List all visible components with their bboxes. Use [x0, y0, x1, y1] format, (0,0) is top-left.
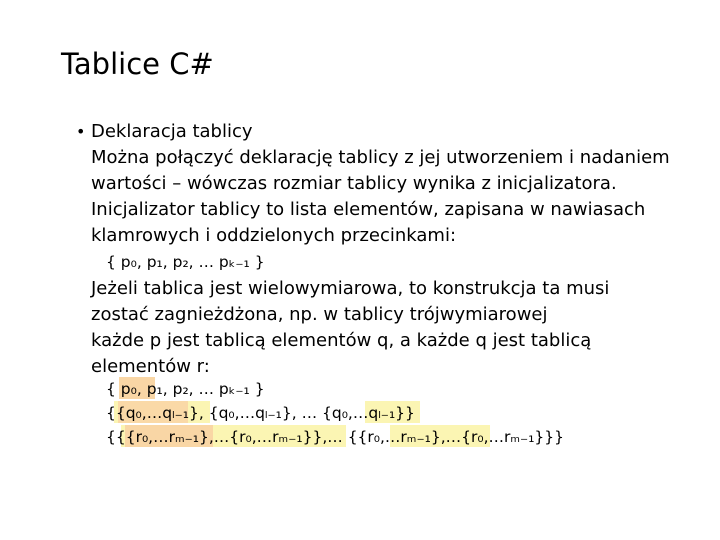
paragraph1-line2: wartości – wówczas rozmiar tablicy wynika z inicjalizatora.	[91, 173, 617, 194]
slide-title: Tablice C#	[61, 47, 214, 81]
bullet-icon: •	[76, 122, 86, 141]
code-example-2-line2: {{q₀,…qₗ₋₁}, {q₀,…qₗ₋₁}, … {q₀,…qₗ₋₁}}	[106, 404, 415, 422]
section-heading: Deklaracja tablicy	[91, 121, 253, 142]
paragraph1-line4: klamrowych i oddzielonych przecinkami:	[91, 225, 457, 246]
paragraph2-line3: każde p jest tablicą elementów q, a każde q jest tablicą	[91, 330, 592, 351]
code-example-2-line1: { p₀, p₁, p₂, … pₖ₋₁ }	[106, 380, 265, 398]
paragraph2-line4: elementów r:	[91, 356, 210, 377]
paragraph1-line1: Można połączyć deklarację tablicy z jej utworzeniem i nadaniem	[91, 147, 670, 168]
paragraph2-line2: zostać zagnieżdżona, np. w tablicy trójwymiarowej	[91, 304, 548, 325]
code-example-1: { p₀, p₁, p₂, … pₖ₋₁ }	[106, 253, 265, 271]
paragraph2-line1: Jeżeli tablica jest wielowymiarowa, to konstrukcja ta musi	[91, 278, 610, 299]
code-example-2-line3: {{{r₀,…rₘ₋₁},…{r₀,…rₘ₋₁}},… {{r₀,…rₘ₋₁},…{r₀,…rₘ₋₁}}}	[106, 428, 565, 446]
paragraph1-line3: Inicjalizator tablicy to lista elementów, zapisana w nawiasach	[91, 199, 646, 220]
